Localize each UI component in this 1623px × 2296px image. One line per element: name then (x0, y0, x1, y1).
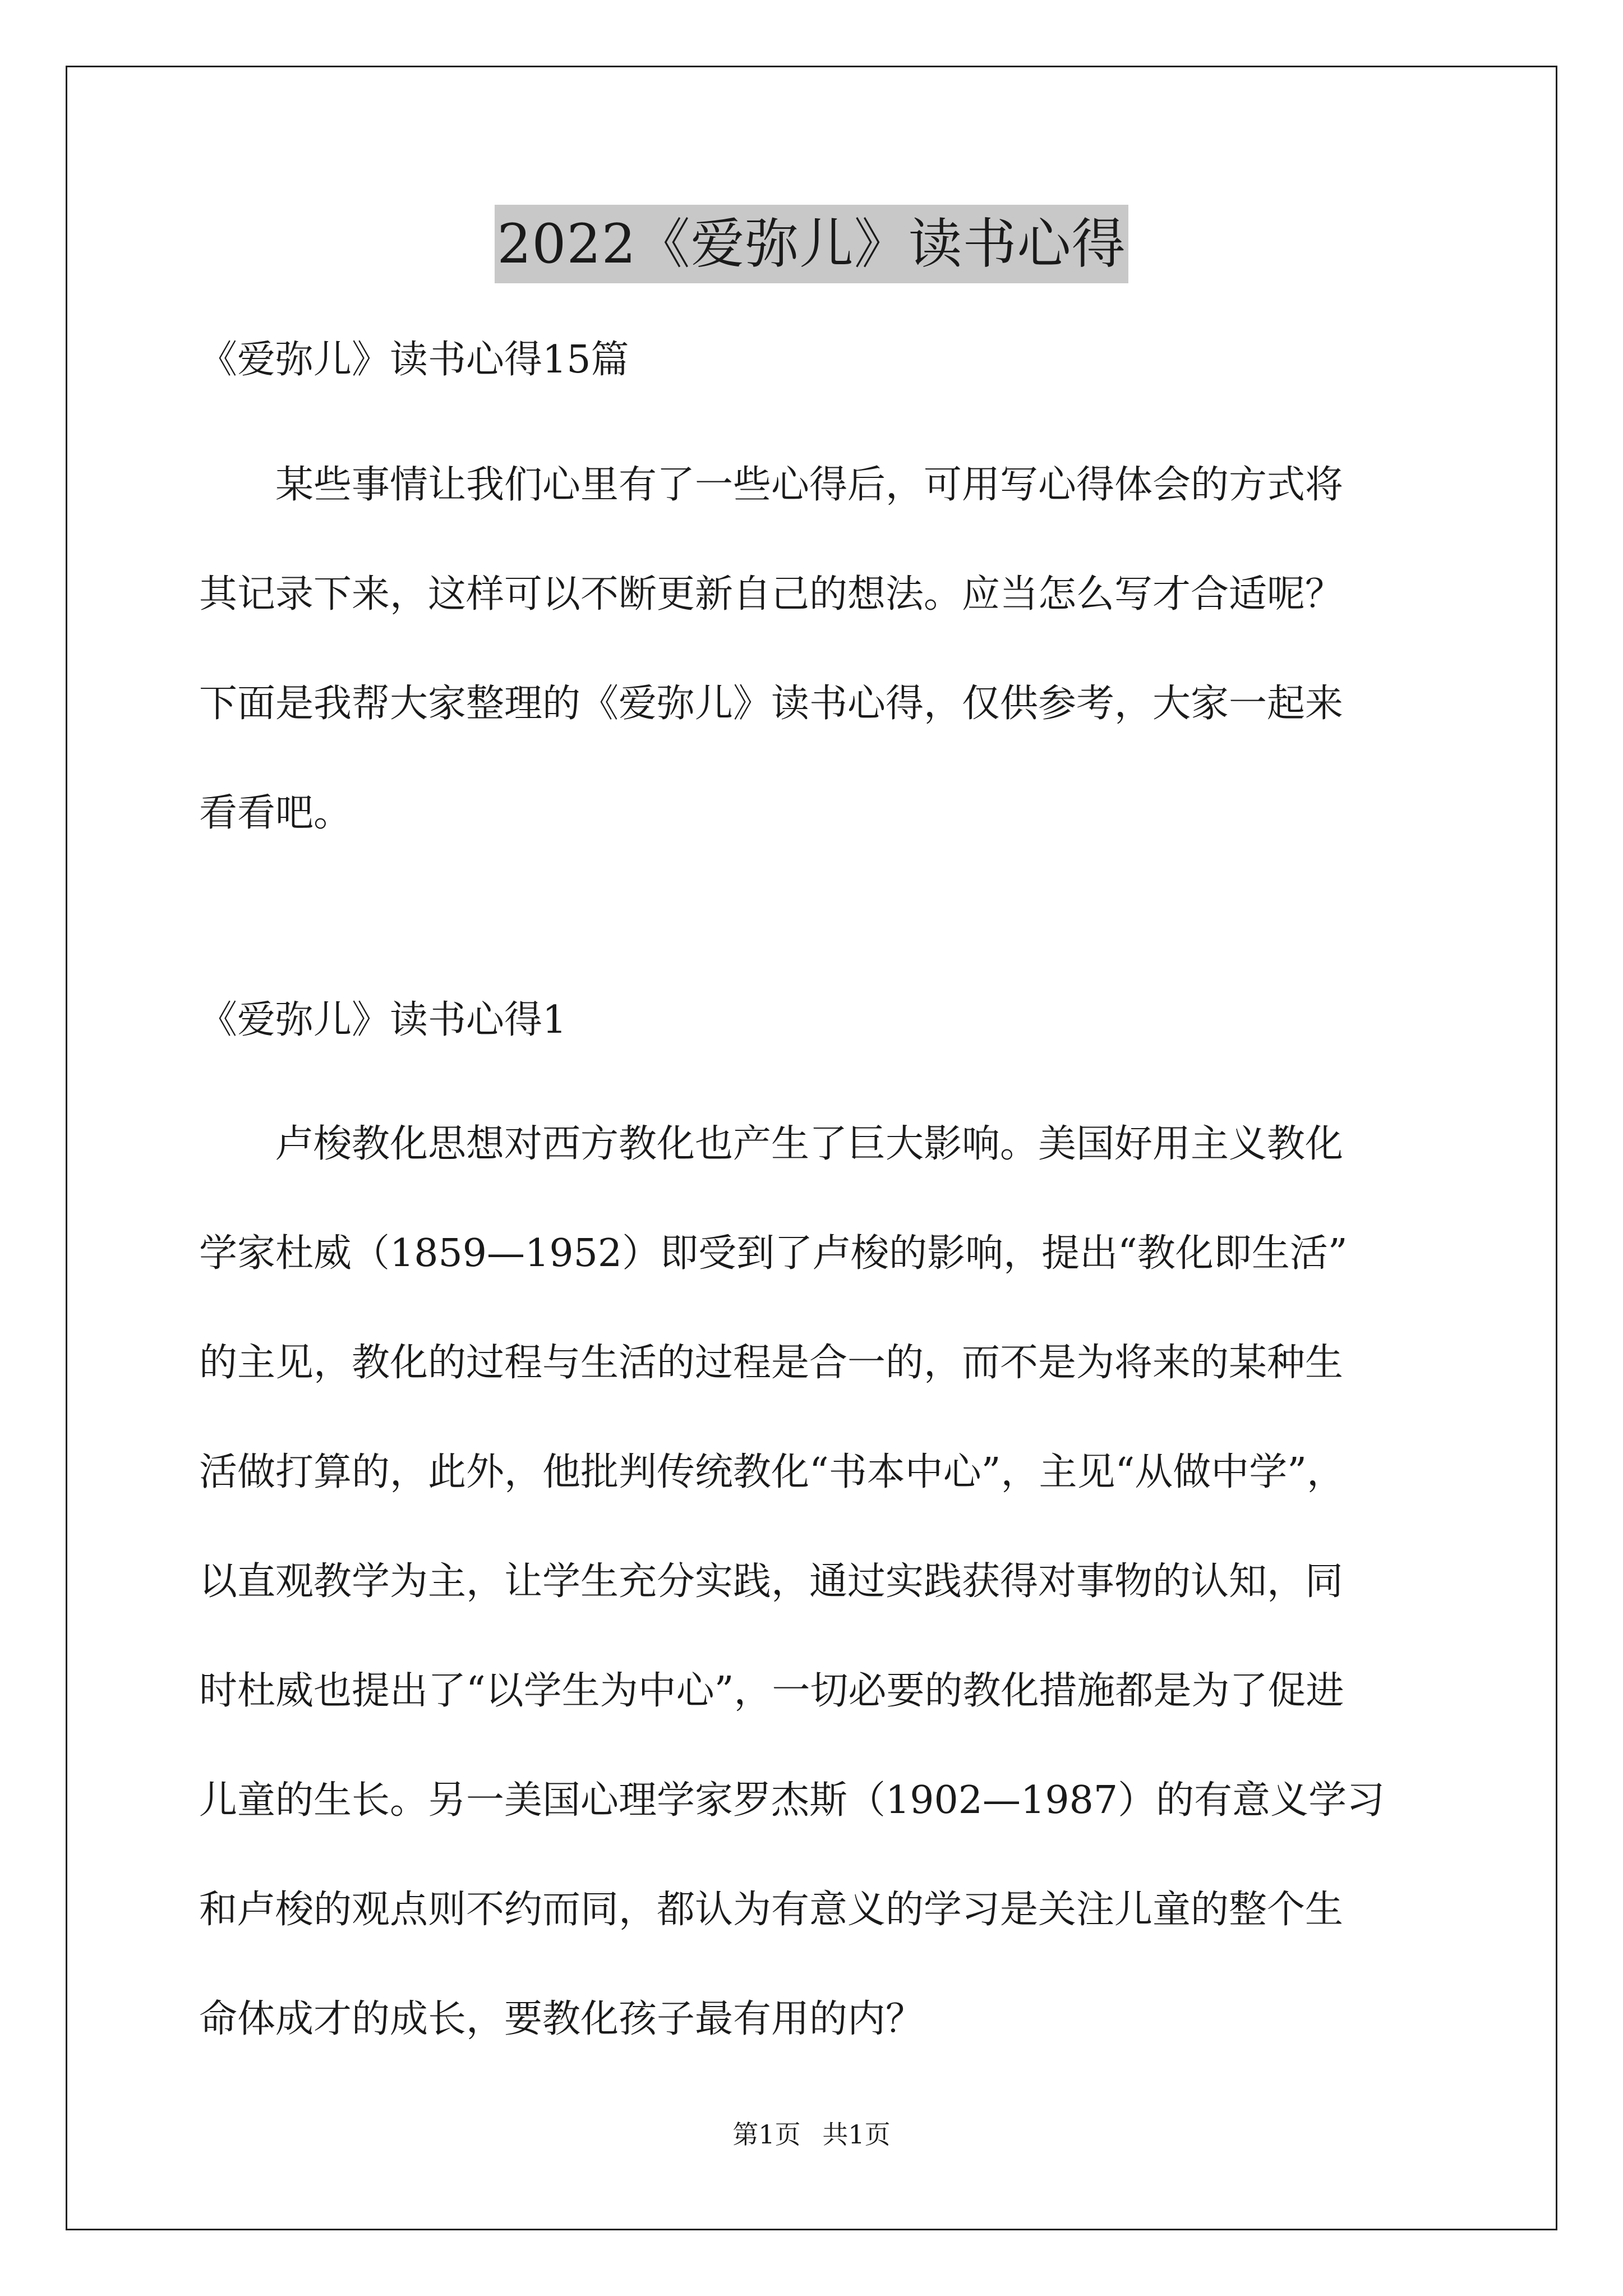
subtitle-line: 《爱弥儿》读书心得15篇 (199, 338, 629, 382)
section-heading-1: 《爱弥儿》读书心得1 (199, 998, 567, 1042)
intro-line-1: 某些事情让我们心里有了一些心得后，可用写心得体会的方式将 (199, 463, 1344, 507)
body-line-2: 学家杜威（1859—1952）即受到了卢梭的影响，提出“教化即生活” (199, 1231, 1348, 1276)
intro-line-3: 下面是我帮大家整理的《爱弥儿》读书心得，仅供参考，大家一起来 (199, 682, 1344, 726)
body-line-7: 儿童的生长。另一美国心理学家罗杰斯（1902—1987）的有意义学习 (199, 1778, 1385, 1823)
body-line-5: 以直观教学为主，让学生充分实践，通过实践获得对事物的认知，同 (199, 1559, 1344, 1604)
body-line-3: 的主见，教化的过程与生活的过程是合一的，而不是为将来的某种生 (199, 1341, 1344, 1385)
page-number: 第1页 (732, 2119, 801, 2150)
page-total: 共1页 (822, 2119, 891, 2150)
body-line-6: 时杜威也提出了“以学生为中心”，一切必要的教化措施都是为了促进 (199, 1669, 1344, 1713)
intro-line-2: 其记录下来，这样可以不断更新自己的想法。应当怎么写才合适呢？ (199, 572, 1344, 616)
body-line-9: 命体成才的成长，要教化孩子最有用的内？ (199, 1997, 924, 2041)
body-line-4: 活做打算的，此外，他批判传统教化“书本中心”，主见“从做中学”， (199, 1450, 1345, 1494)
intro-line-4: 看看吧。 (199, 791, 352, 835)
body-line-1: 卢梭教化思想对西方教化也产生了巨大影响。美国好用主义教化 (199, 1122, 1344, 1166)
page-footer (0, 2118, 1623, 2151)
body-line-8: 和卢梭的观点则不约而同，都认为有意义的学习是关注儿童的整个生 (199, 1888, 1344, 1932)
document-title: 2022《爱弥儿》读书心得 (495, 205, 1128, 283)
title-container (0, 205, 1623, 283)
